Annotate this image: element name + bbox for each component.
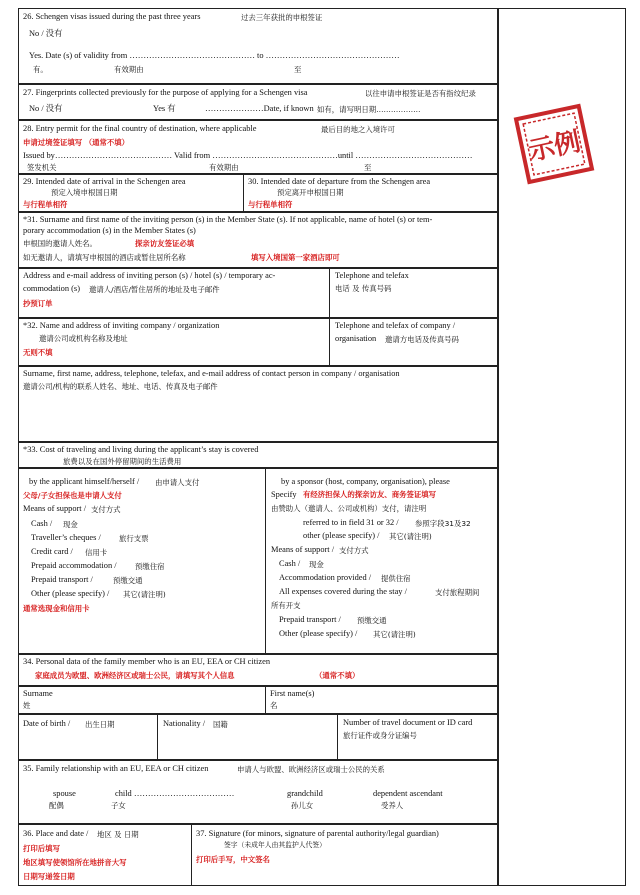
s31-addr-zh: 邀请人/酒店/暂住居所的地址及电子邮件 [89,285,220,294]
s28-title: 28. Entry permit for the final country of destination, where applicable [23,124,257,133]
s32-tel1: Telephone and telefax of company / [335,321,456,330]
s35-child-zh: 子女 [111,801,126,810]
section-contact-person [18,366,498,442]
s32-title-zh: 邀请公司或机构名称及地址 [39,334,128,343]
section-34-family-member [18,654,498,686]
s28-issued-zh: 签发机关 [27,163,57,172]
s33-left-item-other[interactable]: Other (please specify) / [31,589,110,598]
s36-title-zh: 地区 及 日期 [97,830,139,839]
section-29-30-dates [18,174,498,212]
s34-title-zh: 家庭成员为欧盟、欧洲经济区或瑞士公民，请填写其个人信息 [35,671,235,680]
s34-names-divider [265,687,266,713]
s27-title-zh: 以往申请申根签证是否有指纹纪录 [365,89,476,98]
s35-dep[interactable]: dependent ascendant [373,789,443,798]
section-26-previous-visas [18,8,498,84]
s35-spouse[interactable]: spouse [53,789,76,798]
section-34-details [18,714,498,760]
s33-right-op[interactable]: Other (please specify) / [279,629,358,638]
section-34-names [18,686,498,714]
s35-child[interactable]: child ……………………………… [115,789,235,798]
s33-right-specify: Specify [271,490,297,499]
s32-title: *32. Name and address of inviting company / organization [23,321,220,330]
s35-title-zh: 申请人与欧盟、欧洲经济区或瑞士公民的关系 [237,765,385,774]
s34-nat-zh: 国籍 [213,720,228,729]
s34-dob[interactable]: Date of birth / [23,719,71,728]
section-27-fingerprints [18,84,498,120]
s33-right-pt[interactable]: Prepaid transport / [279,615,341,624]
s33-right-zh1: 由赞助人（邀请人、公司或机构）支付，请注明 [271,504,427,513]
s33-right-all-zh2: 所有开支 [271,601,301,610]
s35-title: 35. Family relationship with an EU, EEA or CH citizen [23,764,209,773]
s33-right-all[interactable]: All expenses covered during the stay / [279,587,407,596]
s29-title: 29. Intended date of arrival in the Schengen area [23,177,186,186]
s31-zh2: 如无邀请人，请填写申根国的酒店或暂住居所名称 [23,253,186,262]
s27-no[interactable]: No / 没有 [29,104,63,113]
s37-note: 打印后手写，中文签名 [196,855,270,864]
s33-right-cash-zh: 现金 [309,560,324,569]
section-32-inviting-company [18,318,498,366]
s26-title: 26. Schengen visas issued during the past three years [23,12,201,21]
s33-right-ref[interactable]: referred to in field 31 or 32 / [303,518,399,527]
s31-note1: 探亲访友签证必填 [135,239,195,248]
s26-no[interactable]: No / 没有 [29,29,63,38]
s36-37-divider [191,825,192,885]
s35-dep-zh: 受养人 [381,801,404,810]
s34-note: （通常不填） [315,671,360,680]
s31-line1: *31. Surname and first name of the inviting person (s) in the Member State (s). If not applicable, name of hotel (s) or tem- [23,215,433,224]
s33-left-note: 父母/子女担保也是申请人支付 [23,491,122,500]
s30-title: 30. Intended date of departure from the Schengen area [248,177,431,186]
stamp-text: 示例 [526,126,584,168]
s31-tel-zh: 电话 及 传真号码 [335,284,392,293]
s33-left-item-credit-zh: 信用卡 [85,548,108,557]
s26-yes[interactable]: Yes. Date (s) of validity from ……………………………………… to ………………………………………… [29,51,400,60]
s34-title: 34. Personal data of the family member who is an EU, EEA or CH citizen [23,657,271,666]
s26-title-zh: 过去三年获批的申根签证 [241,13,323,22]
s33-right-means-zh: 支付方式 [339,546,369,555]
s29-title-zh: 预定入境申根国日期 [51,188,118,197]
s33-left-item-cash-zh: 现金 [63,520,78,529]
s33-left-item-cheques[interactable]: Traveller’s cheques / [31,533,101,542]
s31-addr-note: 抄预订单 [23,299,53,308]
s33-left-note2: 通常选现金和信用卡 [23,604,90,613]
s36-note-2: 地区填写使领馆所在地拼音大写 [23,858,127,867]
section-33-cost [18,468,498,654]
section-36-37-signature [18,824,498,886]
s27-date[interactable]: …………………Date, if known [205,104,314,113]
s33-left-item-prepaid-transport-zh: 预缴交通 [113,576,143,585]
s28-title-zh: 最后目的地之入境许可 [321,125,395,134]
s33-right-other-zh: 其它(请注明) [389,532,432,541]
s33-title-zh: 旅费以及在国外停留期间的生活费用 [63,457,182,466]
s32-tel2: organisation [335,334,377,343]
s34-surname-zh: 姓 [23,701,31,710]
s30-title-zh: 预定离开申根国日期 [277,188,344,197]
s37-title[interactable]: 37. Signature (for minors, signature of parental authority/legal guardian) [196,829,439,838]
s33-right-by[interactable]: by a sponsor (host, company, organisation), please [281,477,450,486]
s27-title: 27. Fingerprints collected previously for the purpose of applying for a Schengen visa [23,88,308,97]
s32-tel-zh: 邀请方电话及传真号码 [385,335,459,344]
s28-note: 申请过境签证填写 （通常不填） [23,138,130,147]
s37-title-zh: 签字（未成年人由其监护人代签） [224,841,326,849]
s33-right-acc[interactable]: Accommodation provided / [279,573,372,582]
s31-line2: porary accommodation (s) in the Member States (s) [23,226,196,235]
section-31-inviting-person [18,212,498,268]
s27-date-zh: 如有，请写明日期……………… [317,105,421,114]
section-35-relationship [18,760,498,824]
s31-tel: Telephone and telefax [335,271,409,280]
contact-title: Surname, first name, address, telephone, telefax, and e-mail address of contact person in company / organisation [23,369,400,378]
visa-application-page [18,8,626,886]
s33-left-means-zh: 支付方式 [91,505,121,514]
s33-right-all-zh: 支付旅程期间 [435,588,480,597]
s33-right-cash[interactable]: Cash / [279,559,301,568]
s33-right-means: Means of support / [271,545,335,554]
s34-dob-zh: 出生日期 [85,720,115,729]
s36-note-1: 打印后填写 [23,844,60,853]
s33-left-item-cash[interactable]: Cash / [31,519,53,528]
s33-right-other[interactable]: other (please specify) / [303,531,380,540]
section-28-entry-permit [18,120,498,174]
s33-left-item-cheques-zh: 旅行支票 [119,534,149,543]
s26-to-zh: 至 [294,65,302,74]
s33-left-item-credit[interactable]: Credit card / [31,547,73,556]
s34-nat[interactable]: Nationality / [163,719,206,728]
s34-surname[interactable]: Surname [23,689,53,698]
s31-note2: 填写入境国第一家酒店即可 [251,253,340,262]
s32-divider [329,319,330,365]
s31-addr1: Address and e-mail address of inviting person (s) / hotel (s) / temporary ac- [23,271,276,280]
s33-left-by[interactable]: by the applicant himself/herself / [29,477,140,486]
s33-right-acc-zh: 提供住宿 [381,574,411,583]
s27-yes[interactable]: Yes 有 [153,104,176,113]
sample-stamp-icon [511,101,596,186]
s33-right-op-zh: 其它(请注明) [373,630,416,639]
contact-title-zh: 邀请公司/机构的联系人姓名、地址、电话、传真及电子邮件 [23,382,218,391]
s34-details-divider-2 [337,715,338,759]
s26-valid-zh: 有效期由 [114,65,144,74]
s31-addr2: commodation (s) [23,284,80,293]
s34-first-zh: 名 [270,701,278,710]
s33-right-note: 有经济担保人的探亲访友、商务签证填写 [303,490,437,499]
s33-left-item-prepaid-transport[interactable]: Prepaid transport / [31,575,93,584]
s29-30-divider [243,175,244,211]
s28-to-zh: 至 [364,163,372,172]
section-31-address-row [18,268,498,318]
s33-left-by-zh: 由申请人支付 [155,478,200,487]
s34-details-divider-1 [157,715,158,759]
s33-left-item-prepaid-acc-zh: 预缴住宿 [135,562,165,571]
s31-address-divider [329,269,330,317]
s36-note-3: 日期写递签日期 [23,872,75,881]
s34-first[interactable]: First name(s) [270,689,315,698]
s33-left-item-other-zh: 其它(请注明) [123,590,166,599]
s33-divider [265,469,266,653]
s26-yes-zh: 有。 [33,65,48,74]
s34-doc[interactable]: Number of travel document or ID card [343,718,473,727]
s28-valid-zh: 有效期由 [209,163,239,172]
s35-grand-zh: 孙儿女 [291,801,314,810]
s31-zh1: 申根国的邀请人姓名。 [23,239,97,248]
s35-grand[interactable]: grandchild [287,789,323,798]
s30-note: 与行程单相符 [248,200,293,209]
s36-title[interactable]: 36. Place and date / [23,829,89,838]
s35-spouse-zh: 配偶 [49,801,64,810]
s29-note: 与行程单相符 [23,200,68,209]
s33-right-pt-zh: 预缴交通 [357,616,387,625]
s34-doc-zh: 旅行证件或身分证编号 [343,731,417,740]
s32-note: 无则不填 [23,348,53,357]
s33-left-item-prepaid-acc[interactable]: Prepaid accommodation / [31,561,117,570]
s33-right-ref-zh: 参照字段31及32 [415,519,471,528]
s33-left-means: Means of support / [23,504,87,513]
section-33-header [18,442,498,468]
s28-issued[interactable]: Issued by…………………………………… Valid from ………………………………………until …………………………………… [23,151,473,160]
s33-title: *33. Cost of traveling and living during the applicant’s stay is covered [23,445,259,454]
